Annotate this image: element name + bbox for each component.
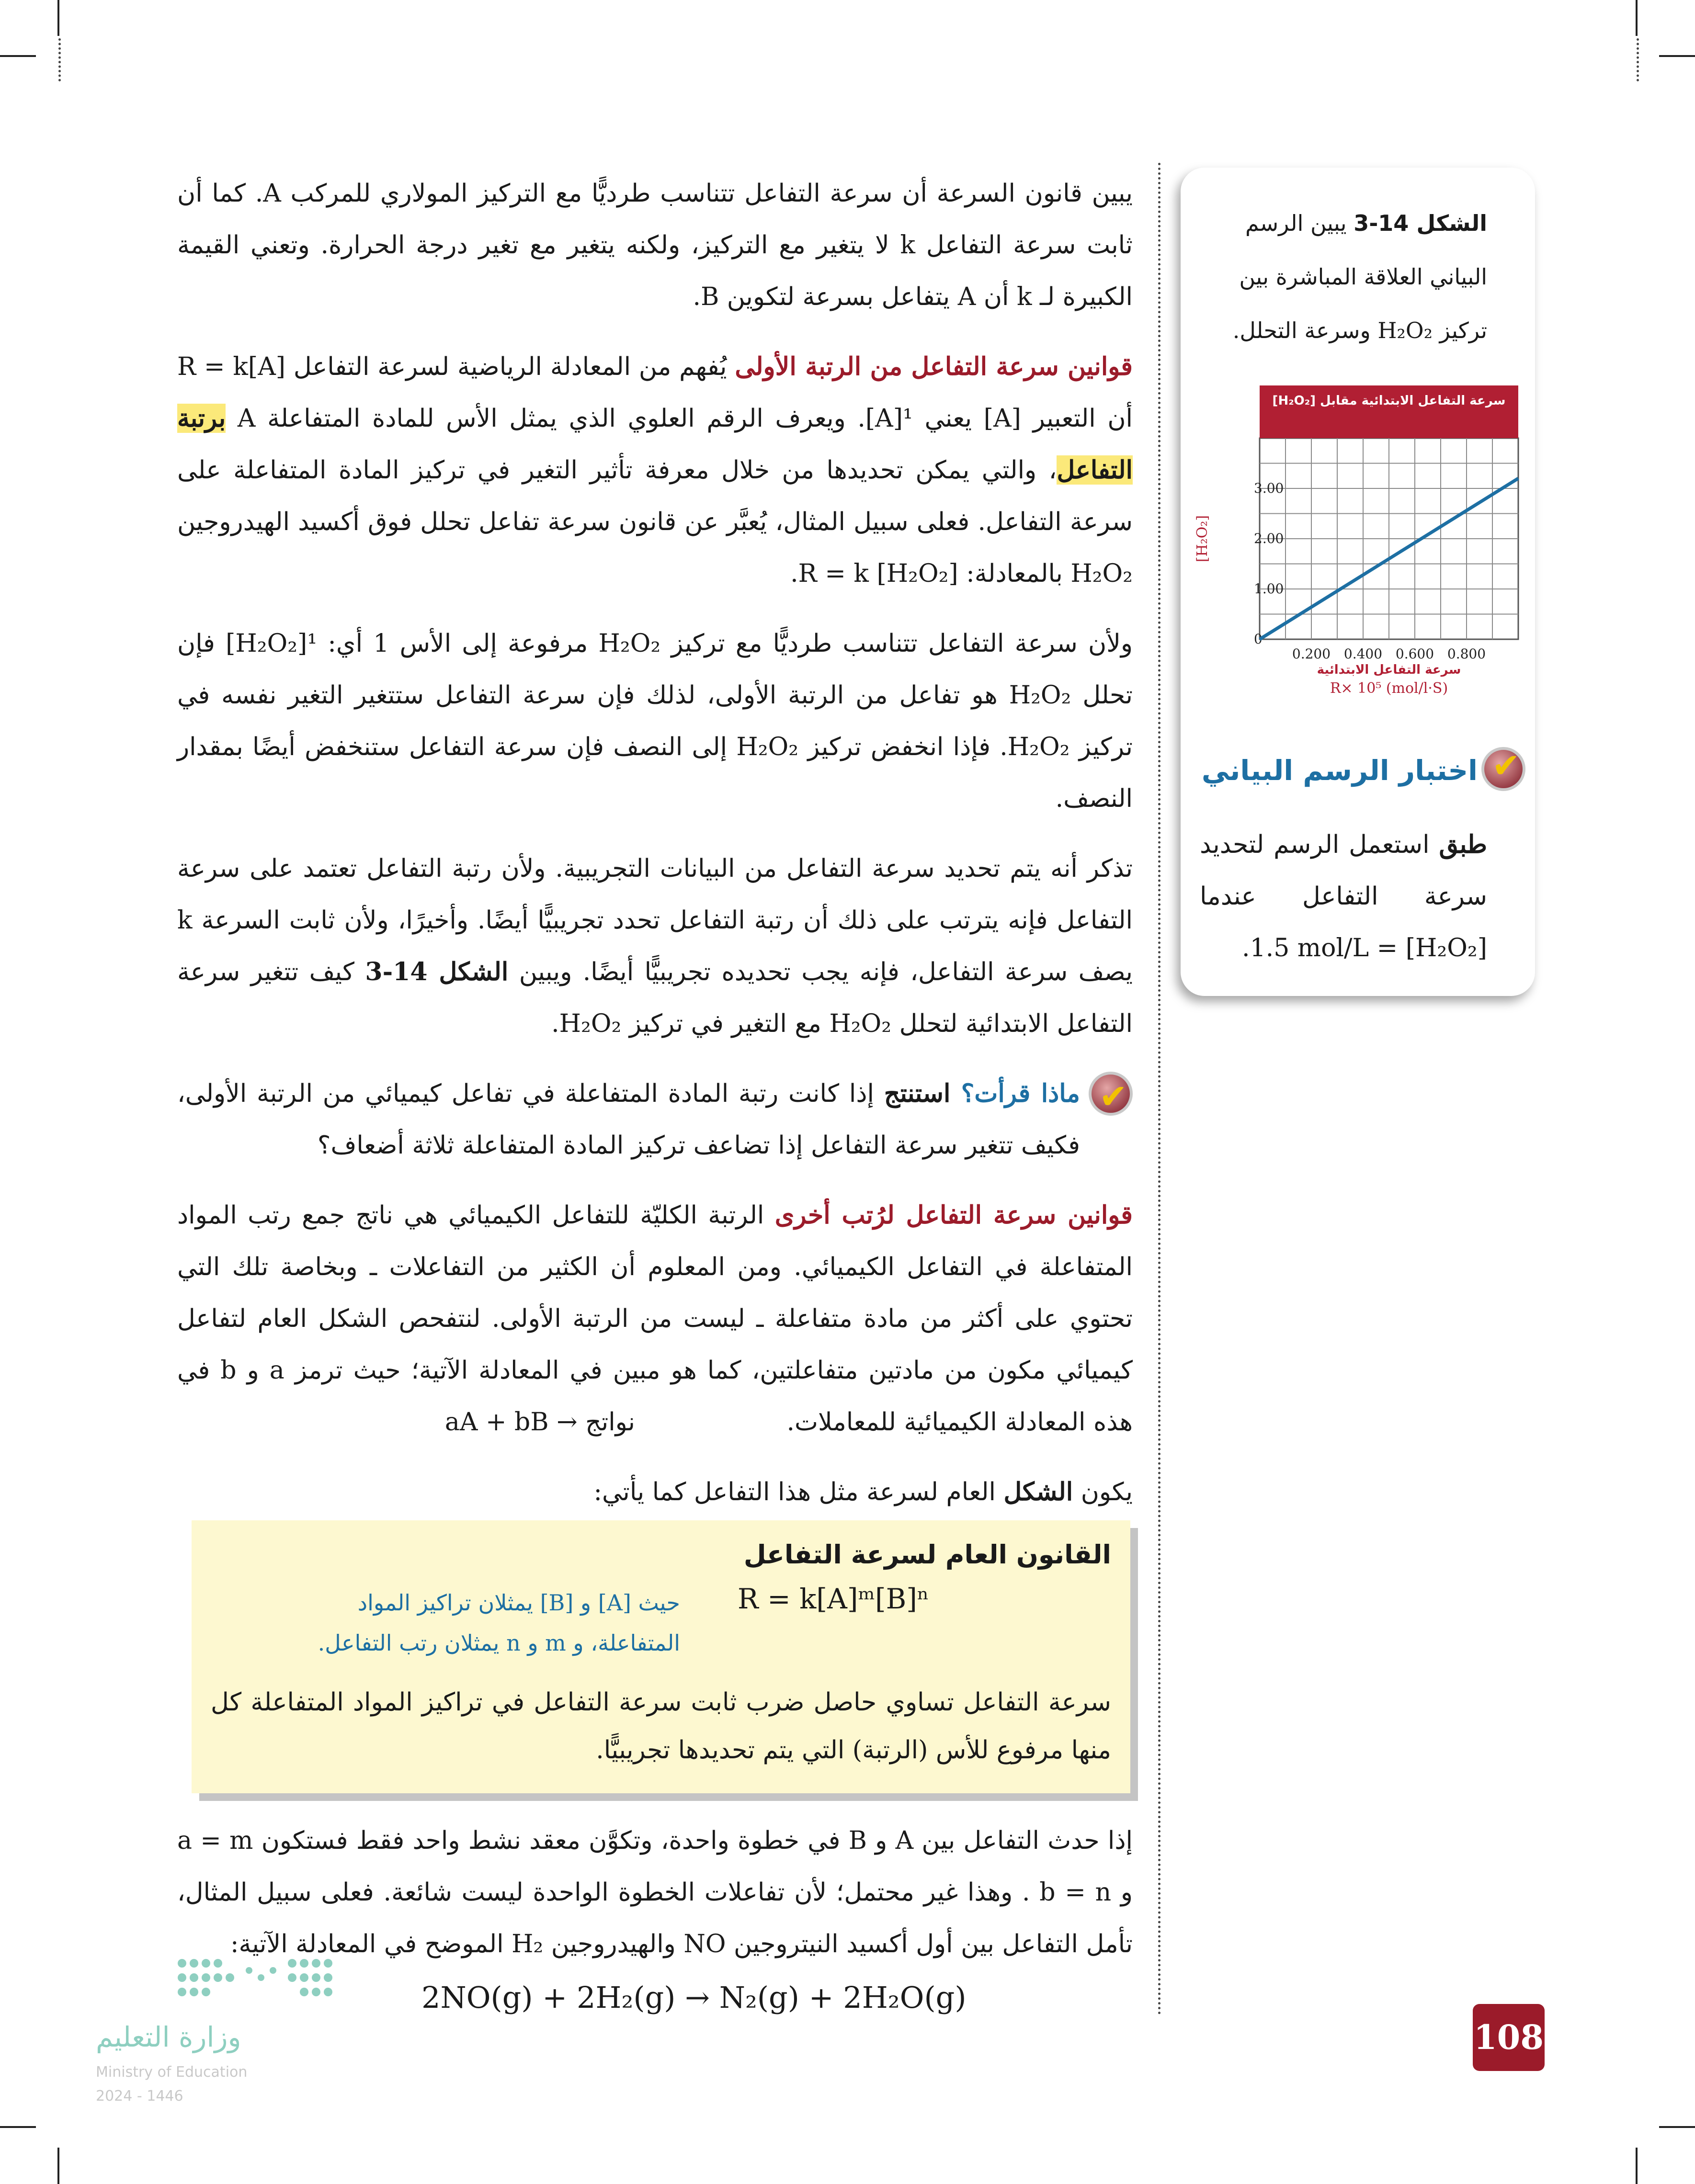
graph-check-title: اختبار الرسم البياني bbox=[1201, 754, 1478, 787]
ministry-name-en: Ministry of Education bbox=[96, 2064, 248, 2081]
paragraph-single-step: إذا حدث التفاعل بين A و B في خطوة واحدة، وتكوَّن معقد نشط واحد فقط فستكون a = m و b = n . وهذا غير محتمل؛ لأن تفاعلات الخطوة الواحدة ليست شائعة. فعلى سبيل المثال، تأمل التفاعل بين أول أكسيد النيتروجين NO والهيدروجين H₂ الموضح في المعادلة الآتية: bbox=[177, 1826, 1133, 1958]
y-tick-label: 2.00 bbox=[1254, 531, 1284, 546]
margin-dots-left bbox=[58, 38, 61, 81]
crop-mark bbox=[0, 55, 36, 57]
x-axis-label: سرعة التفاعل الابتدائية bbox=[1317, 663, 1461, 677]
y-tick-label: 0 bbox=[1254, 631, 1263, 647]
margin-dots-right bbox=[1637, 38, 1639, 81]
rate-law-equation: R = k[A]ᵐ[B]ⁿ bbox=[738, 1583, 929, 1615]
graph-check-text: طبق استعمل الرسم لتحديد سرعة التفاعل عندما [H₂O₂] = 1.5 mol/L. bbox=[1200, 830, 1487, 962]
ministry-year: 2024 - 1446 bbox=[96, 2088, 183, 2105]
x-axis-unit: R× 10⁵ (mol/l·S) bbox=[1330, 680, 1448, 697]
term-reaction-order: برتبة التفاعل bbox=[177, 404, 1133, 485]
ministry-dots-icon bbox=[172, 1949, 345, 2006]
crop-mark bbox=[0, 2126, 36, 2128]
reading-check-label: ماذا قرأت؟ bbox=[961, 1079, 1081, 1108]
formula-box-description: سرعة التفاعل تساوي حاصل ضرب ثابت سرعة التفاعل في تراكيز المواد المتفاعلة كل منها مرفوع للأس (الرتبة) التي يتم تحديدها تجريبيًّا. bbox=[211, 1688, 1111, 1765]
paragraph-rate-law-intro: يبين قانون السرعة أن سرعة التفاعل تتناسب طرديًّا مع التركيز المولاري للمركب A. كما أن ثابت سرعة التفاعل k لا يتغير مع التركيز، ولكنه يتغير مع تغير درجة الحرارة. وتعني القيمة الكبيرة لـ k أن A يتفاعل بسرعة لتكوين B. bbox=[177, 179, 1133, 311]
figure-sidebar bbox=[1181, 168, 1535, 996]
paragraph-other-orders: قوانين سرعة التفاعل لرُتب أخرى الرتبة الكليّة للتفاعل الكيميائي هي ناتج جمع رتب المواد المتفاعلة في التفاعل الكيميائي. ومن المعلوم أن الكثير من التفاعلات ـ وبخاصة تلك التي تحتوي على أكثر من مادة متفاعلة ـ ليست من الرتبة الأولى. لنتفحص الشكل العام لتفاعل كيميائي مكون من مادتين متفاعلتين، كما هو مبين في المعادلة الآتية؛ حيث ترمز a و b في هذه المعادلة الكيميائية للمعاملات. aA + bB → نواتج bbox=[177, 1189, 1133, 1448]
figure-reference: الشكل 14-3 bbox=[365, 957, 509, 986]
x-tick-label: 0.400 bbox=[1343, 646, 1383, 662]
ministry-name-ar: وزارة التعليم bbox=[96, 2021, 241, 2053]
crop-mark bbox=[1659, 55, 1695, 57]
page-number: 108 bbox=[1473, 2004, 1545, 2071]
reading-check: ✔ ماذا قرأت؟ استنتج إذا كانت رتبة المادة المتفاعلة في تفاعل كيميائي من الرتبة الأولى، فكيف تتغير سرعة التفاعل إذا تضاعف تركيز المادة المتفاعلة ثلاثة أضعاف؟ bbox=[177, 1068, 1133, 1171]
main-text-column bbox=[177, 168, 1133, 1536]
paragraph-h2o2-first-order: ولأن سرعة التفاعل تتناسب طرديًّا مع تركيز H₂O₂ مرفوعة إلى الأس 1 أي: ¹[H₂O₂] فإن تحلل H₂O₂ هو تفاعل من الرتبة الأولى، لذلك فإن سرعة التفاعل ستتغير التغير نفسه في تركيز H₂O₂. فإذا انخفض تركيز H₂O₂ إلى النصف فإن سرعة التفاعل ستنخفض أيضًا بمقدار النصف. bbox=[177, 629, 1133, 813]
rate-chart bbox=[1181, 373, 1535, 718]
checkmark-icon bbox=[1481, 747, 1525, 791]
formula-box-note: حيث [A] و [B] يمثلان تراكيز المواد المتفاعلة، و m و n يمثلان رتب التفاعل. bbox=[318, 1590, 680, 1656]
checkmark-icon bbox=[1089, 1072, 1133, 1116]
figure-number: الشكل 14-3 bbox=[1354, 210, 1487, 236]
x-tick-label: 0.800 bbox=[1447, 646, 1486, 662]
general-reaction-equation: aA + bB → نواتج bbox=[444, 1408, 635, 1437]
y-axis-label: [H₂O₂] bbox=[1194, 515, 1211, 563]
x-tick-label: 0.600 bbox=[1395, 646, 1434, 662]
crop-mark bbox=[1636, 0, 1638, 36]
formula-box-title: القانون العام لسرعة التفاعل bbox=[743, 1539, 1111, 1570]
y-tick-label: 1.00 bbox=[1254, 581, 1284, 597]
crop-mark bbox=[1659, 2126, 1695, 2128]
heading-other-orders: قوانين سرعة التفاعل لرُتب أخرى bbox=[774, 1200, 1133, 1230]
y-tick-label: 3.00 bbox=[1254, 480, 1284, 496]
figure-caption: الشكل 14-3 يبين الرسم البياني العلاقة المباشرة بين تركيز H₂O₂ وسرعة التحلل. bbox=[1232, 210, 1487, 343]
general-rate-law-box bbox=[192, 1520, 1130, 1793]
ministry-logo bbox=[86, 1949, 335, 2112]
no-h2-equation: 2NO(g) + 2H₂(g) → N₂(g) + 2H₂O(g) bbox=[421, 1980, 967, 2015]
crop-mark bbox=[57, 2148, 59, 2184]
crop-mark bbox=[1636, 2148, 1638, 2184]
crop-mark bbox=[57, 0, 59, 36]
x-tick-label: 0.200 bbox=[1292, 646, 1331, 662]
paragraph-first-order: قوانين سرعة التفاعل من الرتبة الأولى يُفهم من المعادلة الرياضية لسرعة التفاعل R = k[A] أن التعبير [A] يعني ¹[A]. ويعرف الرقم العلوي الذي يمثل الأس للمادة المتفاعلة A برتبة التفاعل، والتي يمكن تحديدها من خلال معرفة تأثير التغير في تركيز المادة المتفاعلة على سرعة التفاعل. فعلى سبيل المثال، يُعبَّر عن قانون سرعة تفاعل تحلل فوق أكسيد الهيدروجين H₂O₂ بالمعادلة: R = k [H₂O₂]. bbox=[177, 352, 1133, 588]
graph-check-verb: طبق bbox=[1439, 830, 1487, 859]
paragraph-experimental: تذكر أنه يتم تحديد سرعة التفاعل من البيانات التجريبية. ولأن رتبة التفاعل تعتمد على سرعة التفاعل فإنه يترتب على ذلك أن رتبة التفاعل تحدد تجريبيًّا أيضًا. وأخيرًا، ولأن ثابت السرعة k يصف سرعة التفاعل، فإنه يجب تحديده تجريبيًّا أيضًا. ويبين الشكل 14-3 كيف تتغير سرعة التفاعل الابتدائية لتحلل H₂O₂ مع التغير في تركيز H₂O₂. bbox=[177, 854, 1133, 1038]
column-divider bbox=[1158, 163, 1160, 2016]
heading-first-order: قوانين سرعة التفاعل من الرتبة الأولى bbox=[735, 352, 1133, 381]
chart-title: سرعة التفاعل الابتدائية مقابل [H₂O₂] bbox=[1272, 394, 1506, 408]
paragraph-general-form: يكون الشكل العام لسرعة مثل هذا التفاعل كما يأتي: bbox=[593, 1477, 1133, 1506]
